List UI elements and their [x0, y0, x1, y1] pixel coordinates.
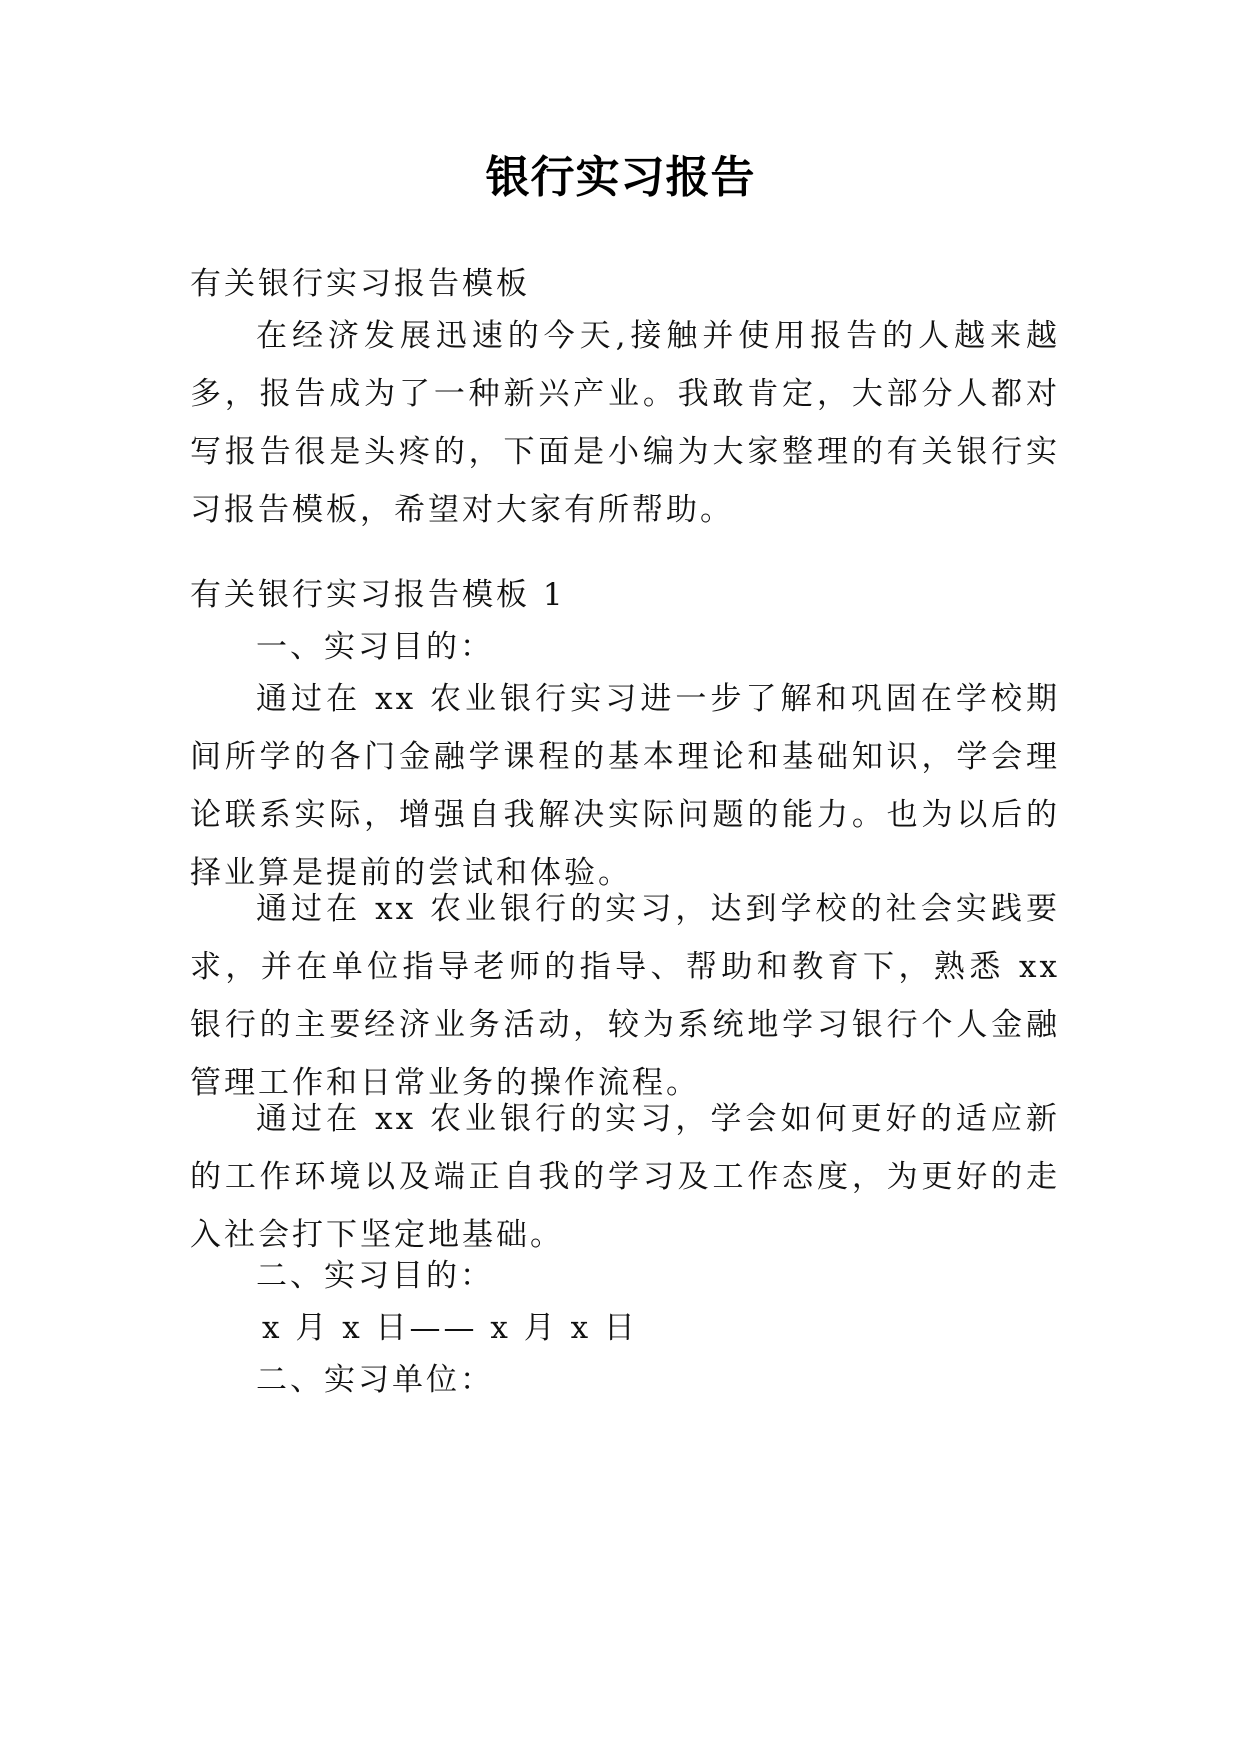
intro-paragraph: 在经济发展迅速的今天,接触并使用报告的人越来越多，报告成为了一种新兴产业。我敢肯定，大部分人都对写报告很是头疼的，下面是小编为大家整理的有关银行实习报告模板，希望对大家有所帮助。 — [190, 318, 1060, 528]
date-range: x 月 x 日—— x 月 x 日 — [262, 1310, 638, 1346]
heading-purpose-2: 二、实习目的： — [256, 1258, 494, 1294]
section-title: 有关银行实习报告模板 1 — [190, 577, 566, 613]
purpose-paragraph-2: 通过在 xx 农业银行的实习，达到学校的社会实践要求，并在单位指导老师的指导、帮助和教育下，熟悉 xx 银行的主要经济业务活动，较为系统地学习银行个人金融管理工作和日常业务的操作流程。 — [190, 891, 1060, 1101]
heading-unit: 二、实习单位： — [256, 1362, 494, 1398]
heading-purpose: 一、实习目的： — [256, 629, 494, 665]
document-subtitle: 有关银行实习报告模板 — [190, 266, 530, 302]
purpose-paragraph-1: 通过在 xx 农业银行实习进一步了解和巩固在学校期间所学的各门金融学课程的基本理论和基础知识，学会理论联系实际，增强自我解决实际问题的能力。也为以后的择业算是提前的尝试和体验。 — [190, 681, 1060, 891]
document-title: 银行实习报告 — [485, 152, 756, 203]
purpose-paragraph-3: 通过在 xx 农业银行的实习，学会如何更好的适应新的工作环境以及端正自我的学习及工作态度，为更好的走入社会打下坚定地基础。 — [190, 1101, 1060, 1253]
